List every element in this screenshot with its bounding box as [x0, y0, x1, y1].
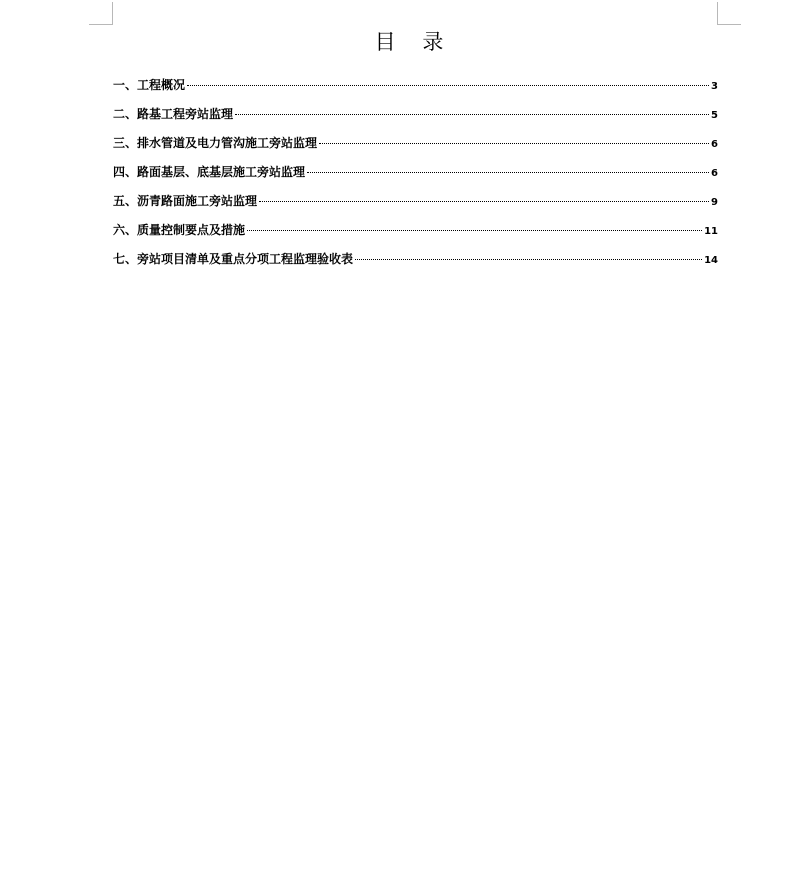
toc-entry-text: 四、路面基层、底基层施工旁站监理 — [113, 165, 306, 179]
toc-entry-text: 七、旁站项目清单及重点分项工程监理验收表 — [113, 252, 354, 266]
toc-entry-page: 9 — [711, 197, 718, 208]
toc-entry[interactable] — [113, 76, 718, 105]
toc-dot-leader — [187, 85, 709, 86]
toc-list — [113, 76, 718, 279]
page-corner-mark-top-left — [89, 2, 113, 25]
toc-entry-page: 5 — [711, 110, 718, 121]
toc-dot-leader — [355, 259, 702, 260]
toc-entry-page: 6 — [711, 139, 718, 150]
toc-entry-text: 五、沥青路面施工旁站监理 — [113, 194, 258, 208]
toc-entry-text: 三、排水管道及电力管沟施工旁站监理 — [113, 136, 318, 150]
toc-dot-leader — [307, 172, 709, 173]
toc-dot-leader — [247, 230, 702, 231]
toc-entry[interactable] — [113, 105, 718, 134]
toc-entry-page: 3 — [711, 81, 718, 92]
toc-entry-page: 6 — [711, 168, 718, 179]
page-corner-mark-top-right — [717, 2, 741, 25]
toc-dot-leader — [319, 143, 709, 144]
toc-entry-text: 一、工程概况 — [113, 78, 186, 92]
toc-dot-leader — [259, 201, 709, 202]
toc-entry[interactable] — [113, 250, 718, 279]
toc-dot-leader — [235, 114, 709, 115]
toc-entry[interactable] — [113, 192, 718, 221]
toc-title: 目 录 — [374, 30, 454, 54]
toc-entry-text: 二、路基工程旁站监理 — [113, 107, 234, 121]
toc-entry-page: 14 — [704, 255, 718, 266]
toc-entry-text: 六、质量控制要点及措施 — [113, 223, 246, 237]
toc-entry[interactable] — [113, 163, 718, 192]
toc-entry-page: 11 — [704, 226, 718, 237]
toc-entry[interactable] — [113, 134, 718, 163]
toc-entry[interactable] — [113, 221, 718, 250]
